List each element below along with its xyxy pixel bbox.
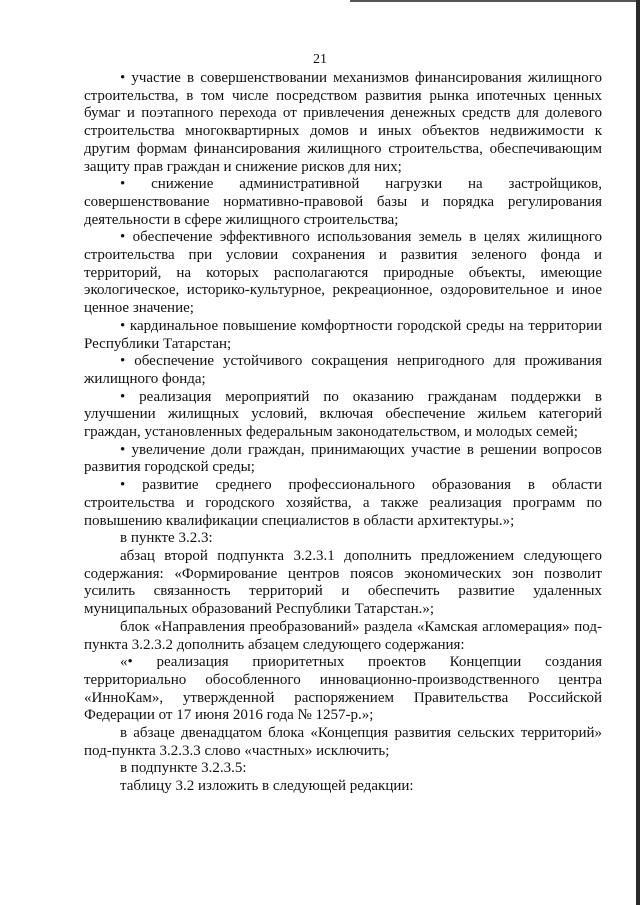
paragraph-land-use: • обеспечение эффективного использования земель в целях жилищного строительства при условии сохранения и развития зеленого фонда и территорий, на которых располагаются природные объекты, имеющие экологическое, историко-культурное, рекреационное, оздоровительное и иное ценное значение; xyxy=(84,229,602,317)
paragraph-citizen-participation: • увеличение доли граждан, принимающих участие в решении вопросов развития городской среды; xyxy=(84,441,602,476)
paragraph-rural-concept: в абзаце двенадцатом блока «Концепция развития сельских территорий» под-пункта 3.2.3.3 слово «частных» исключить; xyxy=(84,725,602,759)
scan-artifact-edge xyxy=(636,0,640,905)
page-number: 21 xyxy=(313,52,327,67)
paragraph-table-3-2: таблицу 3.2 изложить в следующей редакции: xyxy=(120,778,414,795)
paragraph-3-2-3-5: в подпункте 3.2.3.5: xyxy=(120,760,247,777)
paragraph-urban-comfort: • кардинальное повышение комфортности городской среды на территории Республики Татарстан; xyxy=(84,317,602,352)
paragraph-housing-reduction: • обеспечение устойчивого сокращения непригодного для проживания жилищного фонда; xyxy=(84,353,602,387)
paragraph-innokam: «• реализация приоритетных проектов Концепции создания территориально обособленного инновационно-производственного центра «ИнноКам», утвержденной распоряжением Правительства Российской Федерации от 17 июня 2016 года № 1257-р.»; xyxy=(84,654,602,724)
paragraph-financing: • участие в совершенствовании механизмов финансирования жилищного строительства, в том числе посредством развития рынка ипотечных ценных бумаг и поэтапного перехода от привлечения денежных средств для долевого строительства многоквартирных домов и иных объектов недвижимости к другим формам финансирования жилищного строительства, обеспечивающим защиту прав граждан и снижение рисков для них; xyxy=(84,70,602,175)
paragraph-3-2-3-1: абзац второй подпункта 3.2.3.1 дополнить предложением следующего содержания: «Формирование центров поясов экономических зон позволит усилить связанность территорий и обеспечить развитие удаленных муниципальных образований Республики Татарстан.»; xyxy=(84,547,602,618)
paragraph-point-3-2-3: в пункте 3.2.3: xyxy=(120,530,213,547)
paragraph-kama-block: блок «Направления преобразований» раздела «Камская агломерация» под-пункта 3.2.3.2 дополнить абзацем следующего содержания: xyxy=(84,618,602,653)
paragraph-education: • развитие среднего профессионального образования в области строительства и городского хозяйства, а также реализация программ по повышению квалификации специалистов в области архитектуры.»; xyxy=(84,477,602,529)
scan-artifact-top xyxy=(350,0,640,2)
document-body xyxy=(84,70,602,796)
paragraph-citizen-support: • реализация мероприятий по оказанию гражданам поддержки в улучшении жилищных условий, включая обеспечение жильем категорий граждан, установленных федеральным законодательством, и молодых семей; xyxy=(84,388,602,441)
paragraph-admin-load: • снижение административной нагрузки на застройщиков, совершенствование нормативно-правовой базы и порядка регулирования деятельности в сфере жилищного строительства; xyxy=(84,176,602,228)
